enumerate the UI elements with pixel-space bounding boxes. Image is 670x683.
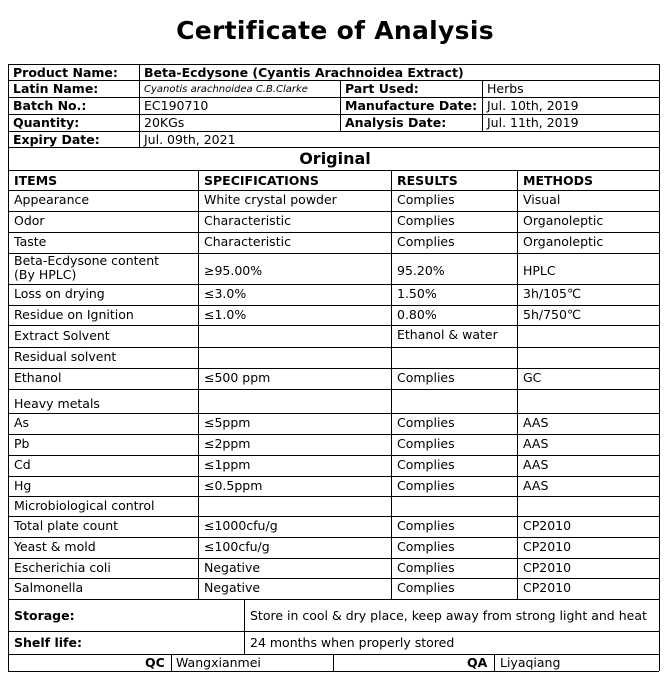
table-cell: Beta-Ecdysone content (By HPLC) [14, 253, 160, 283]
table-cell: AAS [523, 478, 549, 493]
table-cell: Complies [397, 539, 455, 554]
table-cell: ≤3.0% [204, 286, 247, 301]
table-cell: Loss on drying [14, 286, 105, 301]
table-cell: 3h/105℃ [523, 286, 581, 301]
latin-name-value: Cyanotis arachnoidea C.B.Clarke [144, 84, 308, 95]
column-header: ITEMS [14, 173, 58, 188]
expiry-date-value: Jul. 09th, 2021 [144, 132, 236, 147]
product-name-value: Beta-Ecdysone (Cyantis Arachnoidea Extract) [144, 65, 464, 80]
table-cell: Visual [523, 192, 561, 207]
table-cell: Ethanol & water [397, 327, 498, 342]
table-cell: Complies [397, 415, 455, 430]
table-cell: Salmonella [14, 580, 84, 595]
table-cell: ≤5ppm [204, 415, 251, 430]
table-cell: Complies [397, 478, 455, 493]
table-cell: Extract Solvent [14, 328, 110, 343]
table-cell: Microbiological control [14, 498, 155, 513]
table-cell: Complies [397, 192, 455, 207]
table-cell: Negative [204, 560, 261, 575]
table-cell: Appearance [14, 192, 90, 207]
table-cell: Residual solvent [14, 349, 117, 364]
table-cell: Complies [397, 457, 455, 472]
table-cell: CP2010 [523, 580, 572, 595]
table-cell: 95.20% [397, 263, 445, 278]
table-cell: Pb [14, 436, 30, 451]
table-cell: Complies [397, 370, 455, 385]
table-cell: Total plate count [14, 518, 119, 533]
quantity-value: 20KGs [144, 115, 185, 130]
table-cell: ≤1000cfu/g [204, 518, 278, 533]
analysis-date-label: Analysis Date: [345, 115, 447, 130]
qa-label: QA [467, 655, 488, 670]
batch-no-value: EC190710 [144, 98, 209, 113]
table-cell: Characteristic [204, 213, 291, 228]
column-header: METHODS [523, 173, 593, 188]
table-cell: ≤100cfu/g [204, 539, 270, 554]
table-cell: Complies [397, 518, 455, 533]
table-cell: HPLC [523, 263, 556, 278]
table-cell: Hg [14, 478, 32, 493]
table-cell: AAS [523, 415, 549, 430]
storage-label: Storage: [14, 608, 75, 623]
part-used-value: Herbs [487, 81, 524, 96]
table-cell: ≤0.5ppm [204, 478, 263, 493]
shelf-life-label: Shelf life: [14, 635, 82, 650]
column-header: SPECIFICATIONS [204, 173, 319, 188]
table-cell: 0.80% [397, 307, 437, 322]
qc-label: QC [145, 655, 165, 670]
table-cell: Taste [14, 234, 47, 249]
table-cell: As [14, 415, 30, 430]
table-cell: Complies [397, 560, 455, 575]
table-cell: Complies [397, 213, 455, 228]
table-cell: ≤1ppm [204, 457, 251, 472]
table-cell: AAS [523, 457, 549, 472]
table-cell: CP2010 [523, 560, 572, 575]
latin-name-label: Latin Name: [13, 81, 99, 96]
qa-name: Liyaqiang [500, 655, 561, 670]
qc-name: Wangxianmei [176, 655, 261, 670]
storage-value: Store in cool & dry place, keep away from strong light and heat [250, 608, 647, 623]
table-cell: Complies [397, 234, 455, 249]
table-cell: Organoleptic [523, 213, 604, 228]
table-cell: 1.50% [397, 286, 437, 301]
table-cell: Yeast & mold [14, 539, 96, 554]
product-name-label: Product Name: [13, 65, 118, 80]
table-cell: Negative [204, 580, 261, 595]
expiry-date-label: Expiry Date: [13, 132, 100, 147]
shelf-life-value: 24 months when properly stored [250, 635, 455, 650]
table-cell: Characteristic [204, 234, 291, 249]
table-cell: Ethanol [14, 370, 62, 385]
table-cell: AAS [523, 436, 549, 451]
manufacture-date-value: Jul. 10th, 2019 [487, 98, 579, 113]
table-cell: Odor [14, 213, 45, 228]
table-cell: 5h/750℃ [523, 307, 581, 322]
table-cell: Complies [397, 436, 455, 451]
section-title: Original [299, 149, 371, 168]
table-cell: Complies [397, 580, 455, 595]
table-cell: GC [523, 370, 542, 385]
table-cell: Escherichia coli [14, 560, 111, 575]
table-cell: Residue on Ignition [14, 307, 134, 322]
batch-no-label: Batch No.: [13, 98, 87, 113]
table-cell: Heavy metals [14, 396, 100, 411]
quantity-label: Quantity: [13, 115, 80, 130]
table-cell: ≤1.0% [204, 307, 247, 322]
table-cell: CP2010 [523, 518, 572, 533]
table-cell: CP2010 [523, 539, 572, 554]
table-cell: White crystal powder [204, 192, 337, 207]
column-header: RESULTS [397, 173, 458, 188]
page-title: Certificate of Analysis [176, 16, 494, 45]
table-cell: ≥95.00% [204, 263, 263, 278]
table-cell: Cd [14, 457, 31, 472]
table-cell: ≤500 ppm [204, 370, 271, 385]
table-cell: Organoleptic [523, 234, 604, 249]
part-used-label: Part Used: [345, 81, 419, 96]
manufacture-date-label: Manufacture Date: [345, 98, 478, 113]
analysis-date-value: Jul. 11th, 2019 [487, 115, 579, 130]
table-cell: ≤2ppm [204, 436, 251, 451]
